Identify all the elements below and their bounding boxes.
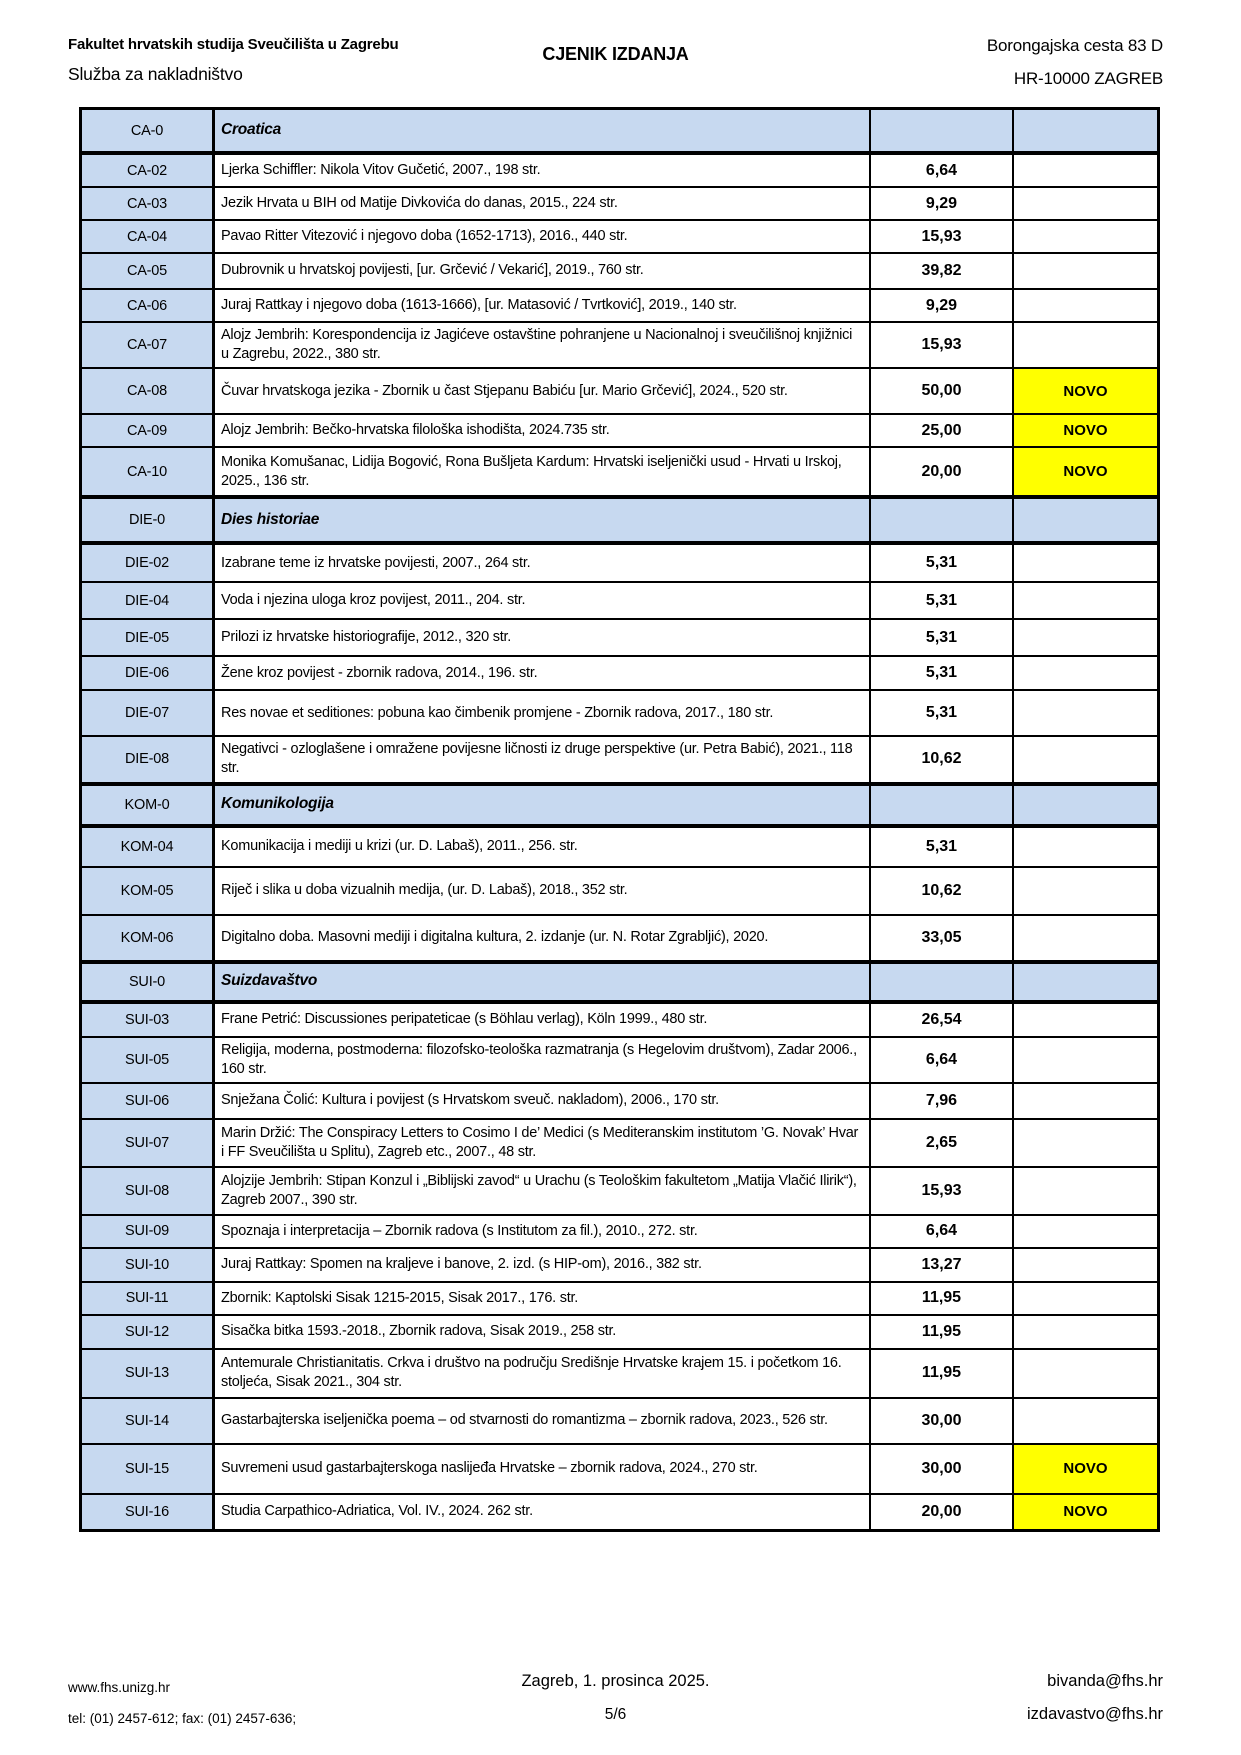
price-cell: 30,00 — [871, 1445, 1014, 1493]
badge-cell — [1014, 657, 1157, 689]
table-row — [82, 1281, 1157, 1314]
title-cell: Marin Držić: The Conspiracy Letters to Cosimo I de’ Medici (s Mediteranskim institutom ’G. Novak’ Hvar i FF Sveučilišta u Splitu), Zagreb etc., 2007., 48 str. — [215, 1120, 871, 1166]
code-cell: SUI-15 — [82, 1445, 215, 1493]
title-cell: Juraj Rattkay: Spomen na kraljeve i banove, 2. izd. (s HIP-om), 2016., 382 str. — [215, 1249, 871, 1281]
table-row — [82, 1348, 1157, 1397]
code-cell: DIE-06 — [82, 657, 215, 689]
title-cell: Jezik Hrvata u BIH od Matije Divkovića do danas, 2015., 224 str. — [215, 188, 871, 219]
price-cell: 39,82 — [871, 254, 1014, 288]
table-row — [82, 1036, 1157, 1082]
table-row — [82, 581, 1157, 618]
title-cell: Alojz Jembrih: Bečko-hrvatska filološka ishodišta, 2024.735 str. — [215, 415, 871, 446]
badge-cell — [1014, 1350, 1157, 1397]
section-header-row — [82, 110, 1157, 153]
title-cell: Juraj Rattkay i njegovo doba (1613-1666), [ur. Matasović / Tvrtković], 2019., 140 str. — [215, 290, 871, 321]
title-cell: Ljerka Schiffler: Nikola Vitov Gučetić, 2007., 198 str. — [215, 155, 871, 186]
price-cell: 9,29 — [871, 290, 1014, 321]
badge-cell — [1014, 499, 1157, 541]
address-line-2: HR-10000 ZAGREB — [1013, 69, 1163, 88]
badge-cell — [1014, 1283, 1157, 1314]
table-row — [82, 153, 1157, 186]
title-cell: Izabrane teme iz hrvatske povijesti, 2007., 264 str. — [215, 545, 871, 581]
footer-phone-fax: tel: (01) 2457-612; fax: (01) 2457-636; — [68, 1711, 297, 1726]
price-cell: 15,93 — [871, 1168, 1014, 1214]
badge-cell — [1014, 786, 1157, 824]
price-cell: 5,31 — [871, 657, 1014, 689]
price-cell: 50,00 — [871, 369, 1014, 413]
code-cell: DIE-07 — [82, 691, 215, 735]
badge-cell — [1014, 964, 1157, 1000]
badge-cell — [1014, 1249, 1157, 1281]
code-cell: SUI-14 — [82, 1399, 215, 1443]
title-cell: Res novae et seditiones: pobuna kao čimbenik promjene - Zbornik radova, 2017., 180 str. — [215, 691, 871, 735]
section-name-cell: Suizdavaštvo — [215, 964, 871, 1000]
price-cell: 26,54 — [871, 1004, 1014, 1036]
code-cell: CA-06 — [82, 290, 215, 321]
price-cell: 5,31 — [871, 545, 1014, 581]
price-cell: 9,29 — [871, 188, 1014, 219]
title-cell: Studia Carpathico-Adriatica, Vol. IV., 2024. 262 str. — [215, 1495, 871, 1529]
price-cell: 5,31 — [871, 691, 1014, 735]
address-block — [987, 36, 1163, 89]
price-cell: 25,00 — [871, 415, 1014, 446]
org-department: Služba za nakladništvo — [68, 64, 243, 84]
badge-cell — [1014, 290, 1157, 321]
price-cell — [871, 786, 1014, 824]
title-cell: Negativci - ozloglašene i omražene povijesne ličnosti iz druge perspektive (ur. Petra Babić), 2021., 118 str. — [215, 737, 871, 781]
badge-cell — [1014, 545, 1157, 581]
badge-cell — [1014, 188, 1157, 219]
code-cell: SUI-09 — [82, 1216, 215, 1247]
badge-cell — [1014, 110, 1157, 151]
price-cell: 15,93 — [871, 323, 1014, 367]
price-cell: 11,95 — [871, 1283, 1014, 1314]
code-cell: DIE-08 — [82, 737, 215, 781]
price-cell: 11,95 — [871, 1316, 1014, 1348]
table-row — [82, 1214, 1157, 1247]
price-cell — [871, 110, 1014, 151]
title-cell: Prilozi iz hrvatske historiografije, 2012., 320 str. — [215, 620, 871, 655]
badge-cell — [1014, 323, 1157, 367]
table-row — [82, 1397, 1157, 1443]
badge-cell — [1014, 1038, 1157, 1082]
price-cell: 2,65 — [871, 1120, 1014, 1166]
code-cell: SUI-12 — [82, 1316, 215, 1348]
title-cell: Monika Komušanac, Lidija Bogović, Rona Bušljeta Kardum: Hrvatski iseljenički usud - Hrvati u Irskoj, 2025., 136 str. — [215, 448, 871, 495]
price-cell — [871, 499, 1014, 541]
badge-cell — [1014, 1216, 1157, 1247]
code-cell: CA-10 — [82, 448, 215, 495]
section-code-cell: SUI-0 — [82, 964, 215, 1000]
code-cell: CA-05 — [82, 254, 215, 288]
badge-cell — [1014, 1316, 1157, 1348]
footer-email-1: bivanda@fhs.hr — [1047, 1672, 1163, 1690]
code-cell: SUI-16 — [82, 1495, 215, 1529]
code-cell: CA-02 — [82, 155, 215, 186]
section-code-cell: DIE-0 — [82, 499, 215, 541]
footer-date: Zagreb, 1. prosinca 2025. — [521, 1672, 710, 1690]
table-row — [82, 1082, 1157, 1118]
badge-cell — [1014, 254, 1157, 288]
code-cell: KOM-06 — [82, 916, 215, 960]
table-row — [82, 1166, 1157, 1214]
footer-email-2: izdavastvo@fhs.hr — [1027, 1705, 1163, 1723]
table-row — [82, 1314, 1157, 1348]
table-row — [82, 413, 1157, 446]
badge-cell — [1014, 1399, 1157, 1443]
page-header — [68, 36, 1163, 88]
code-cell: SUI-08 — [82, 1168, 215, 1214]
title-cell: Žene kroz povijest - zbornik radova, 2014., 196. str. — [215, 657, 871, 689]
price-cell: 6,64 — [871, 1216, 1014, 1247]
code-cell: DIE-02 — [82, 545, 215, 581]
badge-cell — [1014, 916, 1157, 960]
table-row — [82, 446, 1157, 495]
code-cell: SUI-05 — [82, 1038, 215, 1082]
page-title: CJENIK IZDANJA — [542, 44, 689, 64]
section-name-cell: Komunikologija — [215, 786, 871, 824]
section-header-row — [82, 782, 1157, 826]
badge-cell — [1014, 868, 1157, 914]
title-cell: Snježana Čolić: Kultura i povijest (s Hrvatskom sveuč. nakladom), 2006., 170 str. — [215, 1084, 871, 1118]
table-row — [82, 252, 1157, 288]
code-cell: SUI-07 — [82, 1120, 215, 1166]
table-row — [82, 1118, 1157, 1166]
title-cell: Frane Petrić: Discussiones peripateticae (s Böhlau verlag), Köln 1999., 480 str. — [215, 1004, 871, 1036]
title-cell: Komunikacija i mediji u krizi (ur. D. Labaš), 2011., 256. str. — [215, 828, 871, 866]
price-cell: 6,64 — [871, 155, 1014, 186]
title-cell: Dubrovnik u hrvatskoj povijesti, [ur. Grčević / Vekarić], 2019., 760 str. — [215, 254, 871, 288]
price-cell: 5,31 — [871, 620, 1014, 655]
address-line-1: Borongajska cesta 83 D — [986, 36, 1163, 55]
code-cell: DIE-04 — [82, 583, 215, 618]
code-cell: KOM-04 — [82, 828, 215, 866]
code-cell: SUI-13 — [82, 1350, 215, 1397]
table-row — [82, 826, 1157, 866]
org-name: Fakultet hrvatskih studija Sveučilišta u Zagrebu — [68, 36, 399, 53]
title-cell: Pavao Ritter Vitezović i njegovo doba (1652-1713), 2016., 440 str. — [215, 221, 871, 252]
table-row — [82, 655, 1157, 689]
price-cell: 20,00 — [871, 448, 1014, 495]
table-row — [82, 219, 1157, 252]
footer-page-number: 5/6 — [604, 1706, 627, 1723]
price-cell — [871, 964, 1014, 1000]
code-cell: DIE-05 — [82, 620, 215, 655]
price-cell: 5,31 — [871, 828, 1014, 866]
section-name-cell: Croatica — [215, 110, 871, 151]
table-row — [82, 914, 1157, 960]
code-cell: CA-09 — [82, 415, 215, 446]
code-cell: SUI-11 — [82, 1283, 215, 1314]
title-cell: Voda i njezina uloga kroz povijest, 2011., 204. str. — [215, 583, 871, 618]
table-row — [82, 186, 1157, 219]
code-cell: KOM-05 — [82, 868, 215, 914]
table-row — [82, 866, 1157, 914]
title-cell: Antemurale Christianitatis. Crkva i društvo na području Središnje Hrvatske krajem 15. i početkom 16. stoljeća, Sisak 2021., 304 str. — [215, 1350, 871, 1397]
title-cell: Alojz Jembrih: Korespondencija iz Jagićeve ostavštine pohranjene u Nacionalnoj i sveučilišnoj knjižnici u Zagrebu, 2022., 380 str. — [215, 323, 871, 367]
badge-cell — [1014, 1168, 1157, 1214]
price-cell: 33,05 — [871, 916, 1014, 960]
table-row — [82, 367, 1157, 413]
title-cell: Gastarbajterska iseljenička poema – od stvarnosti do romantizma – zbornik radova, 2023., 526 str. — [215, 1399, 871, 1443]
table-row — [82, 1247, 1157, 1281]
title-cell: Digitalno doba. Masovni mediji i digitalna kultura, 2. izdanje (ur. N. Rotar Zgrabljić), 2020. — [215, 916, 871, 960]
section-name-cell: Dies historiae — [215, 499, 871, 541]
title-cell: Riječ i slika u doba vizualnih medija, (ur. D. Labaš), 2018., 352 str. — [215, 868, 871, 914]
badge-cell — [1014, 221, 1157, 252]
table-row — [82, 618, 1157, 655]
price-cell: 20,00 — [871, 1495, 1014, 1529]
title-cell: Suvremeni usud gastarbajterskoga naslijeđa Hrvatske – zbornik radova, 2024., 270 str. — [215, 1445, 871, 1493]
section-code-cell: KOM-0 — [82, 786, 215, 824]
table-row — [82, 321, 1157, 367]
badge-cell — [1014, 828, 1157, 866]
title-cell: Spoznaja i interpretacija – Zbornik radova (s Institutom za fil.), 2010., 272. str. — [215, 1216, 871, 1247]
section-code-cell: CA-0 — [82, 110, 215, 151]
price-cell: 11,95 — [871, 1350, 1014, 1397]
novo-badge: NOVO — [1014, 415, 1157, 446]
price-cell: 13,27 — [871, 1249, 1014, 1281]
novo-badge: NOVO — [1014, 369, 1157, 413]
table-row — [82, 1002, 1157, 1036]
badge-cell — [1014, 1120, 1157, 1166]
table-row — [82, 288, 1157, 321]
price-cell: 15,93 — [871, 221, 1014, 252]
title-cell: Religija, moderna, postmoderna: filozofsko-teološka razmatranja (s Hegelovim društvom), Zadar 2006., 160 str. — [215, 1038, 871, 1082]
badge-cell — [1014, 737, 1157, 781]
price-cell: 7,96 — [871, 1084, 1014, 1118]
price-cell: 10,62 — [871, 868, 1014, 914]
price-cell: 5,31 — [871, 583, 1014, 618]
table-row — [82, 1443, 1157, 1493]
price-cell: 6,64 — [871, 1038, 1014, 1082]
title-cell: Sisačka bitka 1593.-2018., Zbornik radova, Sisak 2019., 258 str. — [215, 1316, 871, 1348]
table-row — [82, 735, 1157, 781]
table-row — [82, 689, 1157, 735]
section-header-row — [82, 960, 1157, 1002]
code-cell: SUI-06 — [82, 1084, 215, 1118]
footer-email-block — [1027, 1672, 1163, 1724]
badge-cell — [1014, 155, 1157, 186]
badge-cell — [1014, 1004, 1157, 1036]
code-cell: CA-07 — [82, 323, 215, 367]
price-cell: 10,62 — [871, 737, 1014, 781]
novo-badge: NOVO — [1014, 448, 1157, 495]
novo-badge: NOVO — [1014, 1495, 1157, 1529]
code-cell: SUI-03 — [82, 1004, 215, 1036]
badge-cell — [1014, 583, 1157, 618]
title-cell: Čuvar hrvatskoga jezika - Zbornik u čast Stjepanu Babiću [ur. Mario Grčević], 2024., 520 str. — [215, 369, 871, 413]
badge-cell — [1014, 691, 1157, 735]
footer-website: www.fhs.unizg.hr — [68, 1680, 171, 1695]
title-cell: Alojzije Jembrih: Stipan Konzul i „Biblijski zavod“ u Urachu (s Teološkim fakultetom „Matija Vlačić Ilirik“), Zagreb 2007., 390 str. — [215, 1168, 871, 1214]
code-cell: CA-04 — [82, 221, 215, 252]
badge-cell — [1014, 1084, 1157, 1118]
price-cell: 30,00 — [871, 1399, 1014, 1443]
title-cell: Zbornik: Kaptolski Sisak 1215-2015, Sisak 2017., 176. str. — [215, 1283, 871, 1314]
badge-cell — [1014, 620, 1157, 655]
table-row — [82, 543, 1157, 581]
code-cell: CA-03 — [82, 188, 215, 219]
price-table — [79, 107, 1160, 1532]
novo-badge: NOVO — [1014, 1445, 1157, 1493]
table-row — [82, 1493, 1157, 1529]
section-header-row — [82, 495, 1157, 543]
code-cell: SUI-10 — [82, 1249, 215, 1281]
footer-center-block — [68, 1672, 1163, 1724]
code-cell: CA-08 — [82, 369, 215, 413]
